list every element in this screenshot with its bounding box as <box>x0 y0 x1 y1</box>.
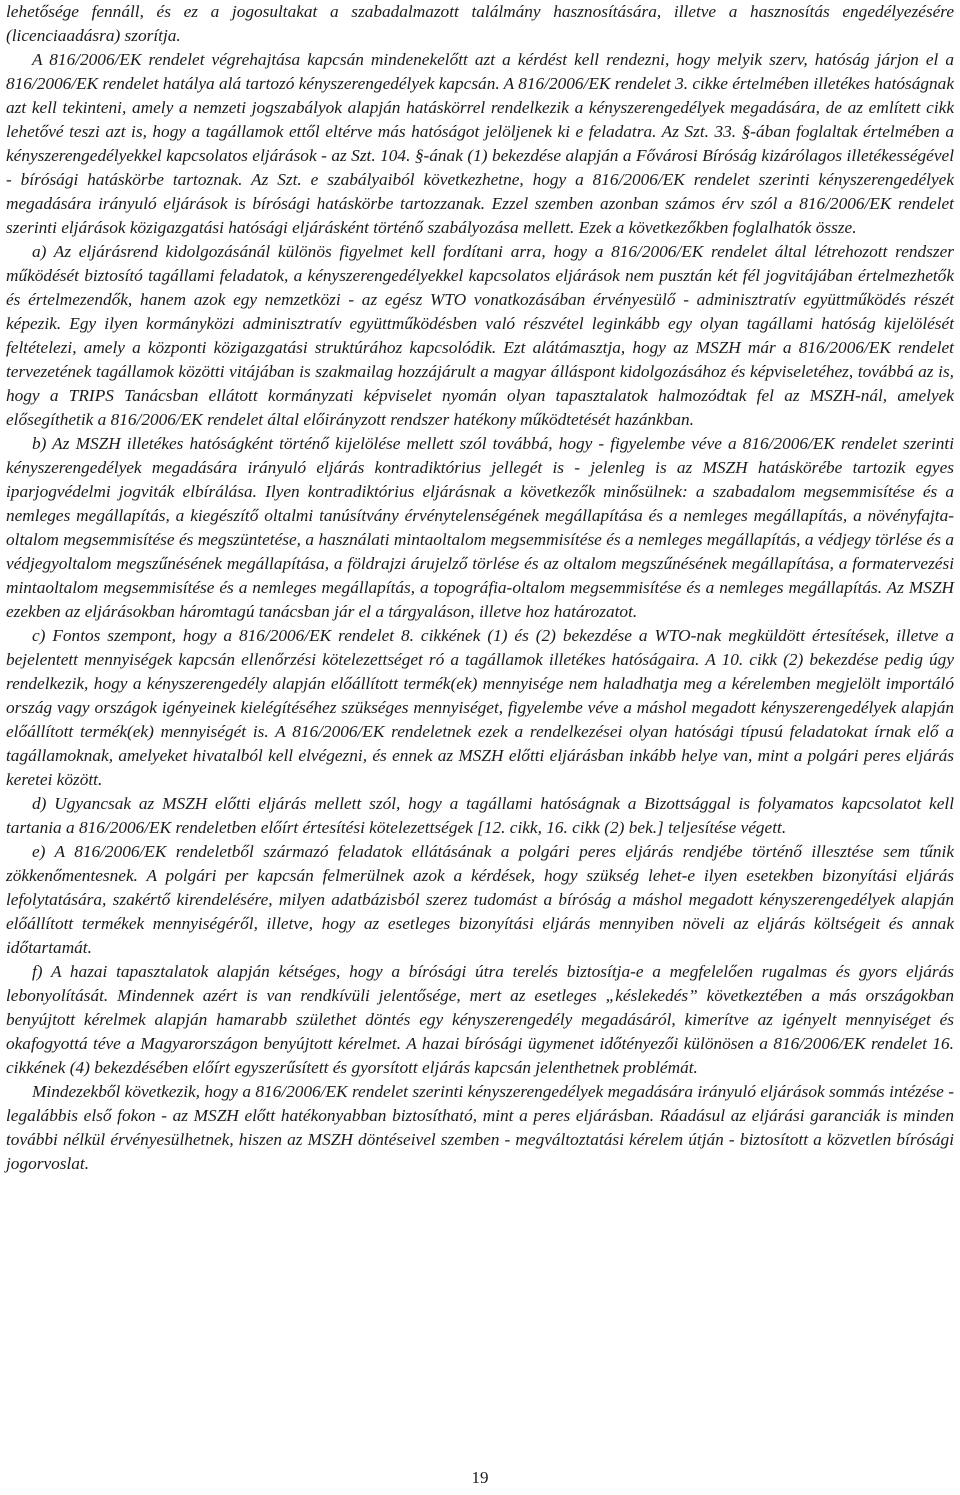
page-number: 19 <box>471 1468 489 1487</box>
paragraph-c: c) Fontos szempont, hogy a 816/2006/EK rendelet 8. cikkének (1) és (2) bekezdése a WTO-nak megküldött értesítések, illetve a bejelentett mennyiségek kapcsán ellenőrzési kötelezettséget ró a tagállamok illetékes hatóságaira. A 10. cikk (2) bekezdése pedig úgy rendelkezik, hogy a kényszerengedély alapján előállított termék(ek) mennyisége nem haladhatja meg a kérelemben megjelölt importáló ország vagy országok igényeinek kielégítéséhez szükséges mennyiséget, figyelembe véve a máshol megadott kényszerengedélyek alapján előállított termék(ek) mennyiségét is. A 816/2006/EK rendeletnek ezek a rendelkezései olyan hatósági típusú feladatokat írnak elő a tagállamoknak, amelyeket hivatalból kell elvégezni, és ennek az MSZH előtti eljárásban inkább helye van, mint a polgári peres eljárás keretei között. <box>6 626 954 789</box>
paragraph-d: d) Ugyancsak az MSZH előtti eljárás mellett szól, hogy a tagállami hatóságnak a Bizottsággal is folyamatos kapcsolatot kell tartania a 816/2006/EK rendeletben előírt értesítési kötelezettségek [12. cikk, 16. cikk (2) bek.] teljesítése végett. <box>6 794 954 837</box>
paragraph-competent-authority: A 816/2006/EK rendelet végrehajtása kapcsán mindenekelőtt azt a kérdést kell rendezni, hogy melyik szerv, hatóság járjon el a 816/2006/EK rendelet hatálya alá tartozó kényszerengedélyek kapcsán. A 816/2006/EK rendelet 3. cikke értelmében illetékes hatóságnak azt kell tekinteni, amely a nemzeti jogszabályok alapján hatáskörrel rendelkezik a kényszerengedélyek megadására, de az említett cikk lehetővé teszi azt is, hogy a tagállamok ettől eltérve más hatóságot jelöljenek ki e feladatra. Az Szt. 33. §-ában foglaltak értelmében a kényszerengedélyekkel kapcsolatos eljárások - az Szt. 104. §-ának (1) bekezdése alapján a Fővárosi Bíróság kizárólagos illetékességével - bírósági hatáskörbe tartoznak. Az Szt. e szabályaiból következhetne, hogy a 816/2006/EK rendelet szerinti kényszerengedélyek megadására irányuló eljárások is bírósági hatáskörbe tartozzanak. Ezzel szemben azonban számos érv szól a 816/2006/EK rendelet szerinti eljárások közigazgatási hatósági eljárásként történő szabályozása mellett. Ezek a következőkben foglalhatók össze. <box>6 50 954 237</box>
paragraph-a: a) Az eljárásrend kidolgozásánál különös figyelmet kell fordítani arra, hogy a 816/2006/EK rendelet által létrehozott rendszer működését biztosító tagállami feladatok, a kényszerengedélyekkel kapcsolatos eljárások nem pusztán két fél jogvitájában értelmezhetők és értelmezendők, hanem azok egy nemzetközi - az egész WTO vonatkozásában érvényesülő - adminisztratív együttműködés részét képezik. Egy ilyen kormányközi adminisztratív együttműködésben való részvétel leginkább egy olyan tagállami hatóság kijelölését feltételezi, amely a központi közigazgatási struktúrához kapcsolódik. Ezt alátámasztja, hogy az MSZH már a 816/2006/EK rendelet tervezetének tagállamok közötti vitájában is szakmailag hozzájárult a magyar álláspont kidolgozásához és képviseletéhez, továbbá az is, hogy a TRIPS Tanácsban ellátott kormányzati képviselet nyomán olyan tapasztalatok halmozódtak fel az MSZH-nál, amelyek elősegíthetik a 816/2006/EK rendelet által előirányzott rendszer hatékony működtetését hazánkban. <box>6 242 954 429</box>
paragraph-b: b) Az MSZH illetékes hatóságként történő kijelölése mellett szól továbbá, hogy - figyelembe véve a 816/2006/EK rendelet szerinti kényszerengedélyek megadására irányuló eljárás kontradiktórius jellegét is - jelenleg is az MSZH hatáskörébe tartozik egyes iparjogvédelmi jogviták elbírálása. Ilyen kontradiktórius eljárásnak a következők minősülnek: a szabadalom megsemmisítése és a nemleges megállapítás, a kiegészítő oltalmi tanúsítvány érvénytelenségének megállapítása és a nemleges megállapítás, a növényfajta-oltalom megsemmisítése és megszüntetése, a használati mintaoltalom megsemmisítése és a nemleges megállapítás, a védjegy törlése és a védjegyoltalom megszűnésének megállapítása, a földrajzi árujelző törlése és az oltalom megszűnésének megállapítása, a formatervezési mintaoltalom megsemmisítése és a nemleges megállapítás, a topográfia-oltalom megsemmisítése és a nemleges megállapítás. Az MSZH ezekben az eljárásokban háromtagú tanácsban jár el a tárgyaláson, illetve hoz határozatot. <box>6 434 954 621</box>
paragraph-f: f) A hazai tapasztalatok alapján kétséges, hogy a bírósági útra terelés biztosítja-e a megfelelően rugalmas és gyors eljárás lebonyolítását. Mindennek azért is van rendkívüli jelentősége, mert az esetleges „késlekedés” következtében a más országokban benyújtott kérelmek alapján hamarabb születhet döntés egy kényszerengedély megadásáról, kimerítve az igényelt mennyiséget és okafogyottá téve a Magyarországon benyújtott kérelmet. A hazai bírósági ügymenet időtényezői különösen a 816/2006/EK rendelet 16. cikkének (4) bekezdésében előírt egyszerűsített és gyorsított eljárás kapcsán jelenthetnek problémát. <box>6 962 954 1077</box>
paragraph-conclusion: Mindezekből következik, hogy a 816/2006/EK rendelet szerinti kényszerengedélyek megadására irányuló eljárások sommás intézése - legalábbis első fokon - az MSZH előtt hatékonyabban biztosítható, mint a peres eljárásban. Ráadásul az eljárási garanciák is minden további nélkül érvényesülhetnek, hiszen az MSZH döntéseivel szemben - megváltoztatási kérelem útján - biztosított a közvetlen bírósági jogorvoslat. <box>6 1082 954 1173</box>
body-text <box>6 0 954 1176</box>
paragraph-e: e) A 816/2006/EK rendeletből származó feladatok ellátásának a polgári peres eljárás rendjébe történő illesztése sem tűnik zökkenőmentesnek. A polgári per kapcsán felmerülnek azok a kérdések, hogy szükség lehet-e ilyen esetekben bizonyítási eljárás lefolytatására, szakértő kirendelésére, milyen adatbázisból szerez tudomást a bíróság a máshol megadott kényszerengedélyek alapján előállított termékek mennyiségéről, illetve, hogy az esetleges bizonyítási eljárás mennyiben növeli az eljárás költségeit és annak időtartamát. <box>6 842 954 957</box>
paragraph-continuation: lehetősége fennáll, és ez a jogosultakat a szabadalmazott találmány hasznosítására, illetve a hasznosítás engedélyezésére (licenciaadásra) szorítja. <box>6 2 954 45</box>
